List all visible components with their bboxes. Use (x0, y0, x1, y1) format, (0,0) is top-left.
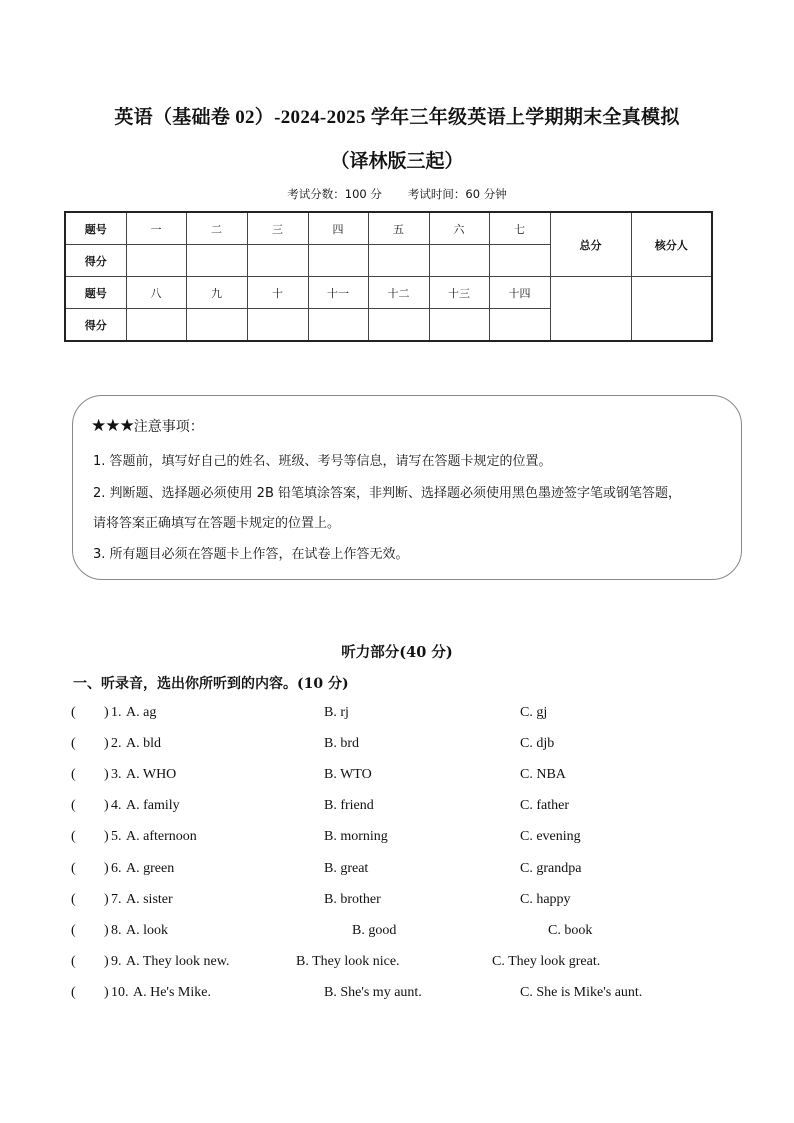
question-number: 6. (111, 861, 122, 876)
option-c: C. grandpa (520, 861, 582, 876)
question-number: 7. (111, 892, 122, 907)
option-b: B. They look nice. (296, 954, 400, 969)
score-cell (429, 309, 489, 342)
time-info: 考试时间：60 分钟 (407, 187, 507, 201)
question-number: 4. (111, 798, 122, 813)
score-cell (308, 245, 368, 277)
option-c: C. evening (520, 829, 581, 844)
checker-cell (631, 277, 712, 342)
question-label: 题号 (65, 212, 126, 245)
question-row (0, 829, 794, 849)
notice-title (91, 416, 204, 436)
question-number: 三 (247, 212, 308, 245)
question-row (0, 861, 794, 881)
option-b: B. rj (324, 705, 349, 720)
question-number: 5. (111, 829, 122, 844)
answer-bracket-open: ( (71, 798, 76, 813)
score-cell (368, 309, 429, 342)
option-a: A. sister (126, 892, 173, 907)
question-number: 二 (186, 212, 247, 245)
answer-bracket-close: ) (104, 767, 109, 782)
question-row (0, 705, 794, 725)
question-row (0, 798, 794, 818)
question-number: 2. (111, 736, 122, 751)
option-b: B. morning (324, 829, 388, 844)
answer-bracket-close: ) (104, 736, 109, 751)
option-b: B. good (352, 923, 397, 938)
answer-bracket-open: ( (71, 705, 76, 720)
answer-bracket-open: ( (71, 829, 76, 844)
answer-bracket-open: ( (71, 985, 76, 1000)
answer-bracket-open: ( (71, 736, 76, 751)
option-c: C. happy (520, 892, 571, 907)
notice-heading: 注意事项： (133, 419, 204, 435)
option-c: C. They look great. (492, 954, 601, 969)
score-label: 得分 (65, 309, 126, 342)
score-cell (368, 245, 429, 277)
option-a: A. green (126, 861, 175, 876)
question-row (0, 923, 794, 943)
score-cell (247, 309, 308, 342)
score-cell (186, 245, 247, 277)
score-cell (308, 309, 368, 342)
answer-bracket-close: ) (104, 861, 109, 876)
answer-bracket-close: ) (104, 798, 109, 813)
question-number: 七 (489, 212, 550, 245)
option-a: A. WHO (126, 767, 177, 782)
question-row (0, 767, 794, 787)
part1-title: 一、听录音，选出你所听到的内容。(10 分) (73, 676, 349, 692)
notice-line-1: 1. 答题前，填写好自己的姓名、班级、考号等信息，请写在答题卡规定的位置。 (93, 454, 552, 469)
exam-title: 英语（基础卷 02）-2024-2025 学年三年级英语上学期期末全真模拟 (114, 107, 680, 128)
option-b: B. WTO (324, 767, 372, 782)
question-row (0, 892, 794, 912)
total-score-label: 总分 (550, 212, 631, 277)
answer-bracket-open: ( (71, 767, 76, 782)
score-cell (247, 245, 308, 277)
option-c: C. NBA (520, 767, 566, 782)
score-cell (126, 245, 186, 277)
question-label: 题号 (65, 277, 126, 309)
option-a: A. look (126, 923, 168, 938)
answer-bracket-open: ( (71, 861, 76, 876)
question-number: 六 (429, 212, 489, 245)
option-c: C. djb (520, 736, 555, 751)
star-icon: ★★★ (91, 416, 134, 436)
answer-bracket-close: ) (104, 985, 109, 1000)
score-cell (186, 309, 247, 342)
question-number: 九 (186, 277, 247, 309)
score-info: 考试分数：100 分 (287, 187, 382, 201)
question-number: 8. (111, 923, 122, 938)
option-c: C. gj (520, 705, 548, 720)
score-label: 得分 (65, 245, 126, 277)
option-a: A. They look new. (126, 954, 230, 969)
question-number: 10. (111, 985, 129, 1000)
question-number: 十 (247, 277, 308, 309)
question-row (0, 985, 794, 1005)
answer-bracket-close: ) (104, 954, 109, 969)
answer-bracket-open: ( (71, 954, 76, 969)
option-b: B. She's my aunt. (324, 985, 422, 1000)
exam-subtitle: （译林版三起） (330, 151, 464, 172)
score-cell (489, 245, 550, 277)
option-b: B. friend (324, 798, 374, 813)
question-row (0, 954, 794, 974)
option-c: C. father (520, 798, 569, 813)
question-number: 十一 (308, 277, 368, 309)
checker-label: 核分人 (631, 212, 712, 277)
answer-bracket-close: ) (104, 892, 109, 907)
question-number: 1. (111, 705, 122, 720)
option-b: B. great (324, 861, 369, 876)
question-number: 五 (368, 212, 429, 245)
notice-line-2a: 2. 判断题、选择题必须使用 2B 铅笔填涂答案，非判断、选择题必须使用黑色墨迹签字笔或钢笔答题， (93, 486, 681, 501)
question-number: 四 (308, 212, 368, 245)
notice-box (72, 395, 742, 580)
question-number: 八 (126, 277, 186, 309)
total-score-cell (550, 277, 631, 342)
option-a: A. afternoon (126, 829, 197, 844)
option-b: B. brd (324, 736, 359, 751)
score-cell (489, 309, 550, 342)
exam-meta (0, 186, 794, 202)
question-number: 一 (126, 212, 186, 245)
option-a: A. ag (126, 705, 157, 720)
question-number: 3. (111, 767, 122, 782)
question-row (0, 736, 794, 756)
answer-bracket-close: ) (104, 923, 109, 938)
answer-bracket-open: ( (71, 892, 76, 907)
score-cell (126, 309, 186, 342)
question-number: 十三 (429, 277, 489, 309)
option-a: A. family (126, 798, 180, 813)
score-cell (429, 245, 489, 277)
option-a: A. bld (126, 736, 161, 751)
score-table (64, 211, 713, 342)
answer-bracket-open: ( (71, 923, 76, 938)
question-number: 十四 (489, 277, 550, 309)
option-c: C. She is Mike's aunt. (520, 985, 643, 1000)
listening-section-title: 听力部分(40 分) (341, 644, 453, 661)
option-b: B. brother (324, 892, 381, 907)
notice-line-2b: 请将答案正确填写在答题卡规定的位置上。 (93, 516, 341, 531)
question-number: 十二 (368, 277, 429, 309)
option-a: A. He's Mike. (133, 985, 211, 1000)
notice-line-3: 3. 所有题目必须在答题卡上作答，在试卷上作答无效。 (93, 547, 409, 562)
question-number: 9. (111, 954, 122, 969)
answer-bracket-close: ) (104, 705, 109, 720)
answer-bracket-close: ) (104, 829, 109, 844)
option-c: C. book (548, 923, 593, 938)
